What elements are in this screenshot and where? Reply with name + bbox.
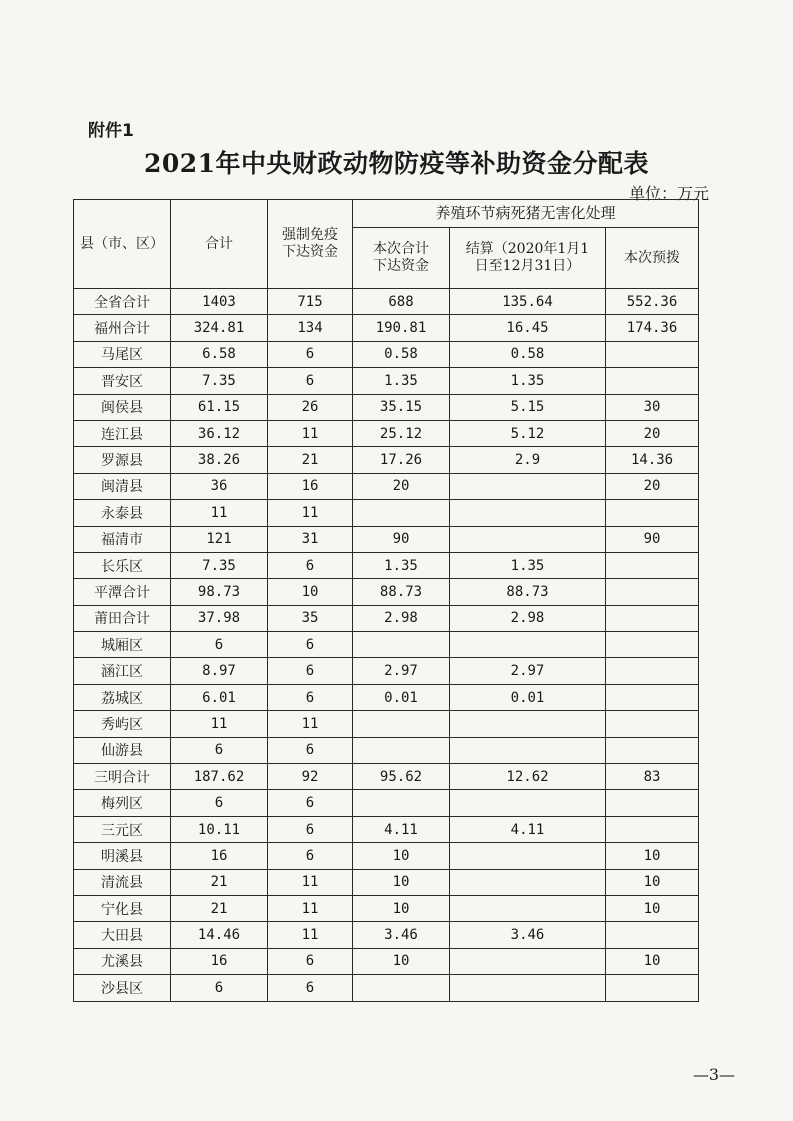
total-cell: 8.97 xyxy=(171,658,268,684)
total-cell: 6 xyxy=(171,975,268,1001)
table-row xyxy=(74,975,699,1001)
county-name-cell: 平潭合计 xyxy=(74,579,171,605)
total-cell: 6 xyxy=(171,790,268,816)
advance-cell xyxy=(606,500,699,526)
county-name-cell: 仙游县 xyxy=(74,737,171,763)
county-name-cell: 全省合计 xyxy=(74,289,171,315)
total-cell: 36 xyxy=(171,473,268,499)
disposal-total-cell: 95.62 xyxy=(353,764,450,790)
total-cell: 324.81 xyxy=(171,315,268,341)
disposal-total-cell: 10 xyxy=(353,948,450,974)
disposal-total-cell xyxy=(353,632,450,658)
disposal-total-cell: 688 xyxy=(353,289,450,315)
disposal-total-cell: 1.35 xyxy=(353,552,450,578)
table-row xyxy=(74,632,699,658)
disposal-total-cell: 20 xyxy=(353,473,450,499)
table-row xyxy=(74,605,699,631)
table-row xyxy=(74,790,699,816)
advance-cell xyxy=(606,552,699,578)
table-row xyxy=(74,289,699,315)
county-name-cell: 罗源县 xyxy=(74,447,171,473)
advance-cell: 90 xyxy=(606,526,699,552)
table-row xyxy=(74,394,699,420)
document-title: 2021年中央财政动物防疫等补助资金分配表 xyxy=(143,149,650,178)
settlement-cell: 1.35 xyxy=(450,368,606,394)
header-total-text: 合计 xyxy=(205,235,233,252)
disposal-total-cell: 25.12 xyxy=(353,420,450,446)
county-name-cell: 清流县 xyxy=(74,869,171,895)
table-row xyxy=(74,843,699,869)
advance-cell: 30 xyxy=(606,394,699,420)
immunization-cell: 11 xyxy=(268,420,353,446)
advance-cell xyxy=(606,684,699,710)
header-settlement-text: 结算（2020年1月1日至12月31日） xyxy=(465,241,590,274)
county-name-cell: 荔城区 xyxy=(74,684,171,710)
county-name-cell: 尤溪县 xyxy=(74,948,171,974)
settlement-cell: 135.64 xyxy=(450,289,606,315)
immunization-cell: 16 xyxy=(268,473,353,499)
county-name-cell: 马尾区 xyxy=(74,341,171,367)
header-settlement xyxy=(450,228,606,289)
table-row xyxy=(74,658,699,684)
settlement-cell xyxy=(450,473,606,499)
advance-cell xyxy=(606,975,699,1001)
table-row xyxy=(74,764,699,790)
header-immunization xyxy=(268,200,353,289)
settlement-cell xyxy=(450,632,606,658)
table-row xyxy=(74,473,699,499)
header-county-text: 县（市、区） xyxy=(80,235,164,252)
settlement-cell: 88.73 xyxy=(450,579,606,605)
advance-cell xyxy=(606,579,699,605)
advance-cell xyxy=(606,605,699,631)
immunization-cell: 134 xyxy=(268,315,353,341)
advance-cell xyxy=(606,711,699,737)
header-advance-text: 本次预拨 xyxy=(624,249,681,266)
settlement-cell: 12.62 xyxy=(450,764,606,790)
immunization-cell: 11 xyxy=(268,711,353,737)
table-row xyxy=(74,579,699,605)
settlement-cell: 4.11 xyxy=(450,816,606,842)
page-number: —3— xyxy=(692,1065,735,1084)
settlement-cell xyxy=(450,895,606,921)
total-cell: 10.11 xyxy=(171,816,268,842)
table-row xyxy=(74,447,699,473)
settlement-cell: 0.01 xyxy=(450,684,606,710)
allocation-table xyxy=(73,199,699,1002)
disposal-total-cell: 88.73 xyxy=(353,579,450,605)
disposal-total-cell: 10 xyxy=(353,869,450,895)
total-cell: 98.73 xyxy=(171,579,268,605)
header-county xyxy=(74,200,171,289)
settlement-cell: 2.97 xyxy=(450,658,606,684)
attachment-label: 附件1 xyxy=(88,121,134,141)
settlement-cell xyxy=(450,526,606,552)
advance-cell xyxy=(606,790,699,816)
county-name-cell: 宁化县 xyxy=(74,895,171,921)
disposal-total-cell: 0.58 xyxy=(353,341,450,367)
total-cell: 7.35 xyxy=(171,368,268,394)
settlement-cell: 3.46 xyxy=(450,922,606,948)
county-name-cell: 莆田合计 xyxy=(74,605,171,631)
immunization-cell: 715 xyxy=(268,289,353,315)
header-disposal-group-text: 养殖环节病死猪无害化处理 xyxy=(435,204,616,222)
settlement-cell: 5.15 xyxy=(450,394,606,420)
advance-cell: 174.36 xyxy=(606,315,699,341)
disposal-total-cell xyxy=(353,975,450,1001)
immunization-cell: 6 xyxy=(268,790,353,816)
advance-cell: 10 xyxy=(606,895,699,921)
settlement-cell: 16.45 xyxy=(450,315,606,341)
county-name-cell: 福州合计 xyxy=(74,315,171,341)
total-cell: 6 xyxy=(171,737,268,763)
table-row xyxy=(74,368,699,394)
disposal-total-cell: 190.81 xyxy=(353,315,450,341)
total-cell: 11 xyxy=(171,500,268,526)
settlement-cell xyxy=(450,948,606,974)
table-row xyxy=(74,526,699,552)
immunization-cell: 6 xyxy=(268,341,353,367)
county-name-cell: 涵江区 xyxy=(74,658,171,684)
disposal-total-cell: 35.15 xyxy=(353,394,450,420)
settlement-cell xyxy=(450,790,606,816)
total-cell: 14.46 xyxy=(171,922,268,948)
total-cell: 121 xyxy=(171,526,268,552)
county-name-cell: 闽侯县 xyxy=(74,394,171,420)
advance-cell: 10 xyxy=(606,948,699,974)
total-cell: 16 xyxy=(171,843,268,869)
table-row xyxy=(74,922,699,948)
total-cell: 16 xyxy=(171,948,268,974)
table-row xyxy=(74,552,699,578)
immunization-cell: 6 xyxy=(268,816,353,842)
total-cell: 7.35 xyxy=(171,552,268,578)
county-name-cell: 秀屿区 xyxy=(74,711,171,737)
immunization-cell: 92 xyxy=(268,764,353,790)
disposal-total-cell xyxy=(353,790,450,816)
disposal-total-cell xyxy=(353,737,450,763)
county-name-cell: 永泰县 xyxy=(74,500,171,526)
disposal-total-cell: 2.98 xyxy=(353,605,450,631)
table-row xyxy=(74,500,699,526)
total-cell: 36.12 xyxy=(171,420,268,446)
immunization-cell: 6 xyxy=(268,368,353,394)
disposal-total-cell: 17.26 xyxy=(353,447,450,473)
total-cell: 37.98 xyxy=(171,605,268,631)
total-cell: 1403 xyxy=(171,289,268,315)
county-name-cell: 闽清县 xyxy=(74,473,171,499)
total-cell: 21 xyxy=(171,895,268,921)
total-cell: 6 xyxy=(171,632,268,658)
settlement-cell xyxy=(450,843,606,869)
advance-cell xyxy=(606,632,699,658)
settlement-cell xyxy=(450,711,606,737)
header-disposal-total xyxy=(353,228,450,289)
immunization-cell: 6 xyxy=(268,632,353,658)
disposal-total-cell: 10 xyxy=(353,843,450,869)
disposal-total-cell: 2.97 xyxy=(353,658,450,684)
county-name-cell: 长乐区 xyxy=(74,552,171,578)
disposal-total-cell: 3.46 xyxy=(353,922,450,948)
table-row xyxy=(74,737,699,763)
header-advance xyxy=(606,228,699,289)
immunization-cell: 6 xyxy=(268,975,353,1001)
advance-cell: 10 xyxy=(606,843,699,869)
table-row xyxy=(74,895,699,921)
immunization-cell: 11 xyxy=(268,500,353,526)
county-name-cell: 三明合计 xyxy=(74,764,171,790)
immunization-cell: 6 xyxy=(268,843,353,869)
table-row xyxy=(74,711,699,737)
disposal-total-cell: 4.11 xyxy=(353,816,450,842)
settlement-cell: 0.58 xyxy=(450,341,606,367)
total-cell: 11 xyxy=(171,711,268,737)
advance-cell: 552.36 xyxy=(606,289,699,315)
county-name-cell: 城厢区 xyxy=(74,632,171,658)
table-row xyxy=(74,816,699,842)
advance-cell xyxy=(606,737,699,763)
advance-cell: 10 xyxy=(606,869,699,895)
settlement-cell xyxy=(450,737,606,763)
table-row xyxy=(74,684,699,710)
disposal-total-cell xyxy=(353,711,450,737)
county-name-cell: 梅列区 xyxy=(74,790,171,816)
settlement-cell xyxy=(450,500,606,526)
settlement-cell xyxy=(450,869,606,895)
total-cell: 187.62 xyxy=(171,764,268,790)
immunization-cell: 6 xyxy=(268,658,353,684)
county-name-cell: 连江县 xyxy=(74,420,171,446)
county-name-cell: 三元区 xyxy=(74,816,171,842)
settlement-cell: 2.98 xyxy=(450,605,606,631)
settlement-cell: 2.9 xyxy=(450,447,606,473)
immunization-cell: 21 xyxy=(268,447,353,473)
advance-cell: 83 xyxy=(606,764,699,790)
immunization-cell: 31 xyxy=(268,526,353,552)
county-name-cell: 沙县区 xyxy=(74,975,171,1001)
immunization-cell: 6 xyxy=(268,684,353,710)
settlement-cell: 5.12 xyxy=(450,420,606,446)
total-cell: 21 xyxy=(171,869,268,895)
advance-cell: 20 xyxy=(606,420,699,446)
immunization-cell: 35 xyxy=(268,605,353,631)
header-total xyxy=(171,200,268,289)
advance-cell xyxy=(606,658,699,684)
immunization-cell: 26 xyxy=(268,394,353,420)
immunization-cell: 11 xyxy=(268,895,353,921)
county-name-cell: 晋安区 xyxy=(74,368,171,394)
settlement-cell: 1.35 xyxy=(450,552,606,578)
header-immunization-text: 强制免疫下达资金 xyxy=(282,227,338,260)
total-cell: 6.01 xyxy=(171,684,268,710)
disposal-total-cell: 90 xyxy=(353,526,450,552)
table-row xyxy=(74,315,699,341)
disposal-total-cell: 10 xyxy=(353,895,450,921)
total-cell: 38.26 xyxy=(171,447,268,473)
advance-cell: 20 xyxy=(606,473,699,499)
disposal-total-cell: 0.01 xyxy=(353,684,450,710)
immunization-cell: 10 xyxy=(268,579,353,605)
advance-cell: 14.36 xyxy=(606,447,699,473)
settlement-cell xyxy=(450,975,606,1001)
header-disposal-total-text: 本次合计下达资金 xyxy=(373,241,429,274)
table-row xyxy=(74,869,699,895)
county-name-cell: 大田县 xyxy=(74,922,171,948)
disposal-total-cell: 1.35 xyxy=(353,368,450,394)
table-row xyxy=(74,341,699,367)
immunization-cell: 6 xyxy=(268,737,353,763)
advance-cell xyxy=(606,341,699,367)
advance-cell xyxy=(606,368,699,394)
total-cell: 61.15 xyxy=(171,394,268,420)
county-name-cell: 明溪县 xyxy=(74,843,171,869)
table-row xyxy=(74,948,699,974)
disposal-total-cell xyxy=(353,500,450,526)
immunization-cell: 6 xyxy=(268,552,353,578)
advance-cell xyxy=(606,816,699,842)
unit-label: 单位：万元 xyxy=(628,184,709,203)
advance-cell xyxy=(606,922,699,948)
immunization-cell: 11 xyxy=(268,869,353,895)
table-row xyxy=(74,420,699,446)
county-name-cell: 福清市 xyxy=(74,526,171,552)
total-cell: 6.58 xyxy=(171,341,268,367)
header-disposal-group xyxy=(353,200,699,228)
immunization-cell: 11 xyxy=(268,922,353,948)
immunization-cell: 6 xyxy=(268,948,353,974)
